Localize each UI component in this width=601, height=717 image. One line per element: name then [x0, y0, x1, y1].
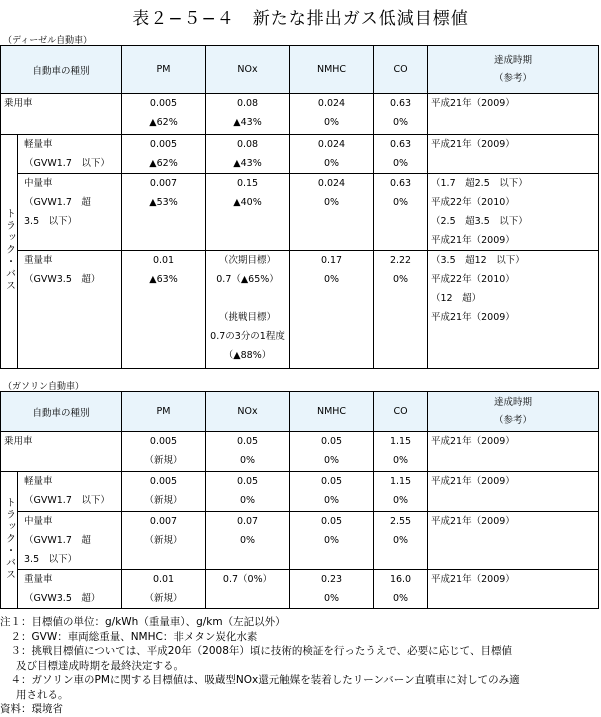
heavy-co-cell-line: 0% [392, 274, 409, 285]
medium-label-cell-line: （GVW1.7 超 [24, 535, 91, 546]
passenger-nox-cell [206, 432, 290, 472]
passenger-timing-cell-line: 平成21年（2009） [431, 98, 515, 109]
passenger-pm-cell-line: 0.005 [149, 436, 178, 447]
passenger-co-cell-line: 0% [392, 117, 409, 128]
medium-nox-cell-line: ▲40% [233, 197, 262, 208]
medium-label-cell-line: （GVW1.7 超 [24, 197, 91, 208]
heavy-timing-cell [428, 251, 599, 369]
light-nmhc-cell-line: 0% [323, 495, 340, 506]
light-pm-cell [122, 135, 206, 174]
light-nox-cell-line: ▲43% [233, 158, 262, 169]
passenger-nox-cell-line: 0.05 [236, 436, 259, 447]
medium-nox-cell-line: 0.15 [236, 178, 259, 189]
passenger-co-cell-line: 1.15 [389, 436, 412, 447]
light-nmhc-cell [290, 135, 374, 174]
medium-pm-cell-line: 0.007 [149, 516, 178, 527]
header-timing-label: 達成時期 [494, 396, 533, 408]
heavy-row [1, 251, 599, 369]
notes-block [0, 615, 601, 717]
header-nox: NOx [206, 46, 290, 94]
light-timing-cell-line: 平成21年（2009） [431, 139, 515, 150]
heavy-timing-cell-line: （3.5 超12 以下） [431, 255, 525, 266]
header-row [1, 392, 599, 432]
light-pm-cell [122, 472, 206, 512]
medium-co-cell-line: 0% [392, 535, 409, 546]
heavy-pm-cell-line: （新規） [144, 593, 183, 604]
heavy-label-cell-line: 重量車 [24, 574, 53, 585]
passenger-co-cell [374, 94, 428, 135]
diesel-section-label: （ディーゼル自動車） [3, 36, 93, 46]
passenger-label: 乗用車 [4, 436, 33, 447]
passenger-nox-cell-line: ▲43% [233, 117, 262, 128]
medium-nmhc-cell [290, 512, 374, 570]
passenger-co-cell-line: 0.63 [389, 98, 412, 109]
light-co-cell-line: 0% [392, 158, 409, 169]
medium-nmhc-cell [290, 174, 374, 251]
light-nox-cell [206, 472, 290, 512]
light-label-cell [18, 472, 122, 512]
note-4-continued: 用される。 [16, 688, 69, 701]
passenger-row [1, 432, 599, 472]
passenger-nmhc-cell [290, 432, 374, 472]
header-nox: NOx [206, 392, 290, 432]
passenger-nmhc-cell-line: 0% [323, 117, 340, 128]
header-nmhc: NMHC [290, 392, 374, 432]
heavy-timing-cell-line: 平成22年（2010） [431, 274, 515, 285]
heavy-nox-cell-line: 0.7の3分の1程度 [210, 331, 285, 342]
light-pm-cell-line: 0.005 [149, 139, 178, 150]
heavy-nmhc-cell-line: 0.17 [320, 255, 343, 266]
heavy-nox-cell [206, 251, 290, 369]
header-row [1, 46, 599, 94]
light-pm-cell-line: ▲62% [149, 158, 178, 169]
passenger-pm-cell [122, 94, 206, 135]
passenger-nmhc-cell-line: 0% [323, 455, 340, 466]
header-timing [428, 392, 599, 432]
heavy-co-cell [374, 570, 428, 609]
light-nox-cell-line: 0% [239, 495, 256, 506]
medium-label-cell-line: 中量車 [24, 178, 53, 189]
heavy-nmhc-cell-line: 0% [323, 274, 340, 285]
light-timing-cell [428, 472, 599, 512]
heavy-nox-cell-line: 0.7（0%） [222, 574, 273, 585]
passenger-nox-cell-line: 0.08 [236, 98, 259, 109]
medium-timing-cell-line: （2.5 超3.5 以下） [431, 216, 528, 227]
heavy-nmhc-cell-line: 0.23 [320, 574, 343, 585]
medium-nox-cell [206, 174, 290, 251]
passenger-pm-cell-line: 0.005 [149, 98, 178, 109]
heavy-pm-cell [122, 251, 206, 369]
note-2: ２：GVW：車両総重量、NMHC：非メタン炭化水素 [0, 630, 258, 643]
passenger-pm-cell-line: （新規） [144, 455, 183, 466]
passenger-nox-cell [206, 94, 290, 135]
medium-timing-cell-line: 平成22年（2010） [431, 197, 515, 208]
light-nmhc-cell-line: 0.024 [317, 139, 346, 150]
passenger-co-cell [374, 432, 428, 472]
header-co: CO [374, 392, 428, 432]
light-label-cell-line: 軽量車 [24, 476, 53, 487]
header-timing-label: 達成時期 [494, 54, 533, 66]
light-pm-cell-line: 0.005 [149, 476, 178, 487]
medium-nmhc-cell-line: 0.05 [320, 516, 343, 527]
heavy-nox-cell-line: （▲88%） [223, 350, 272, 361]
note-1: 注１：目標値の単位：g/kWh（重量車）、g/km（左記以外） [0, 616, 286, 628]
heavy-nox-cell-line: 0.7（▲65%） [216, 274, 279, 285]
heavy-co-cell [374, 251, 428, 369]
medium-pm-cell [122, 174, 206, 251]
medium-label-cell [18, 512, 122, 570]
heavy-label-cell-line: （GVW3.5 超） [24, 593, 101, 604]
light-label-cell [18, 135, 122, 174]
medium-nmhc-cell-line: 0% [323, 197, 340, 208]
medium-co-cell-line: 0% [392, 197, 409, 208]
note-4: ４：ガソリン車のPMに関する目標値は、吸蔵型NOx還元触媒を装着したリーンバーン直噴車に対してのみ適 [0, 674, 520, 686]
medium-nox-cell-line: 0.07 [236, 516, 259, 527]
truck-bus-label: トラック・バス [3, 208, 15, 292]
truck-bus-label: トラック・バス [3, 496, 15, 581]
note-3-continued: 及び目標達成時期を最終決定する。 [16, 659, 184, 672]
light-co-cell-line: 1.15 [389, 476, 412, 487]
light-timing-cell [428, 135, 599, 174]
heavy-label-cell [18, 570, 122, 609]
light-nox-cell-line: 0.05 [236, 476, 259, 487]
heavy-nox-cell [206, 570, 290, 609]
passenger-timing-cell [428, 432, 599, 472]
header-pm: PM [122, 46, 206, 94]
medium-timing-cell-line: 平成21年（2009） [431, 516, 515, 527]
medium-pm-cell [122, 512, 206, 570]
heavy-nmhc-cell-line: 0% [323, 593, 340, 604]
light-row [1, 472, 599, 512]
light-nox-cell [206, 135, 290, 174]
header-reference-label: （参考） [494, 414, 533, 426]
light-nmhc-cell-line: 0% [323, 158, 340, 169]
medium-label-cell-line: 3.5 以下） [24, 216, 78, 227]
medium-nox-cell-line: 0% [239, 535, 256, 546]
light-label-cell-line: （GVW1.7 以下） [24, 158, 110, 169]
diesel-emission-table [0, 45, 599, 369]
header-timing [428, 46, 599, 94]
passenger-row [1, 94, 599, 135]
light-row [1, 135, 599, 174]
header-pm: PM [122, 392, 206, 432]
light-co-cell [374, 135, 428, 174]
light-nmhc-cell-line: 0.05 [320, 476, 343, 487]
medium-pm-cell-line: 0.007 [149, 178, 178, 189]
medium-co-cell-line: 2.55 [389, 516, 412, 527]
heavy-pm-cell [122, 570, 206, 609]
medium-row [1, 512, 599, 570]
header-vehicle-type: 自動車の種別 [1, 392, 122, 432]
heavy-timing-cell-line: 平成21年（2009） [431, 312, 515, 323]
truck-bus-side-cell [1, 135, 18, 369]
heavy-timing-cell-line: （12 超） [431, 293, 482, 304]
page-title: 表２−５−４ 新たな排出ガス低減目標値 [132, 9, 469, 29]
heavy-nox-cell-line: （次期目標） [219, 255, 277, 266]
light-co-cell-line: 0.63 [389, 139, 412, 150]
medium-label-cell-line: 3.5 以下） [24, 554, 78, 565]
heavy-timing-cell [428, 570, 599, 609]
header-reference-label: （参考） [494, 72, 533, 84]
passenger-label: 乗用車 [4, 98, 33, 109]
light-pm-cell-line: （新規） [144, 495, 183, 506]
heavy-pm-cell-line: 0.01 [152, 574, 175, 585]
medium-co-cell-line: 0.63 [389, 178, 412, 189]
gasoline-emission-table [0, 391, 599, 609]
medium-timing-cell-line: 平成21年（2009） [431, 235, 515, 246]
medium-nmhc-cell-line: 0% [323, 535, 340, 546]
light-label-cell-line: 軽量車 [24, 139, 53, 150]
note-3: ３：挑戦目標値については、平成20年（2008年）頃に技術的検証を行ったうえで、必要に応じて、目標値 [0, 645, 512, 657]
medium-timing-cell [428, 174, 599, 251]
passenger-pm-cell [122, 432, 206, 472]
header-nmhc: NMHC [290, 46, 374, 94]
medium-nox-cell [206, 512, 290, 570]
medium-label-cell-line: 中量車 [24, 516, 53, 527]
heavy-label-cell-line: 重量車 [24, 255, 53, 266]
medium-nmhc-cell-line: 0.024 [317, 178, 346, 189]
passenger-nmhc-cell-line: 0.05 [320, 436, 343, 447]
medium-label-cell [18, 174, 122, 251]
medium-timing-cell [428, 512, 599, 570]
passenger-label-cell [1, 432, 122, 472]
heavy-pm-cell-line: ▲63% [149, 274, 178, 285]
passenger-timing-cell [428, 94, 599, 135]
truck-bus-side-cell [1, 472, 18, 609]
passenger-nmhc-cell-line: 0.024 [317, 98, 346, 109]
heavy-nmhc-cell [290, 570, 374, 609]
medium-row [1, 174, 599, 251]
light-nox-cell-line: 0.08 [236, 139, 259, 150]
source-note: 資料：環境省 [0, 703, 63, 715]
heavy-row [1, 570, 599, 609]
light-label-cell-line: （GVW1.7 以下） [24, 495, 110, 506]
passenger-nmhc-cell [290, 94, 374, 135]
light-timing-cell-line: 平成21年（2009） [431, 476, 515, 487]
passenger-timing-cell-line: 平成21年（2009） [431, 436, 515, 447]
light-co-cell [374, 472, 428, 512]
heavy-nox-cell-line: （挑戦目標） [219, 312, 277, 323]
heavy-label-cell-line: （GVW3.5 超） [24, 274, 101, 285]
medium-timing-cell-line: （1.7 超2.5 以下） [431, 178, 528, 189]
heavy-nmhc-cell [290, 251, 374, 369]
heavy-co-cell-line: 2.22 [389, 255, 412, 266]
header-co: CO [374, 46, 428, 94]
heavy-timing-cell-line: 平成21年（2009） [431, 574, 515, 585]
header-vehicle-type: 自動車の種別 [1, 46, 122, 94]
medium-pm-cell-line: ▲53% [149, 197, 178, 208]
heavy-pm-cell-line: 0.01 [152, 255, 175, 266]
passenger-pm-cell-line: ▲62% [149, 117, 178, 128]
medium-pm-cell-line: （新規） [144, 535, 183, 546]
heavy-label-cell [18, 251, 122, 369]
passenger-co-cell-line: 0% [392, 455, 409, 466]
light-co-cell-line: 0% [392, 495, 409, 506]
medium-co-cell [374, 174, 428, 251]
light-nmhc-cell [290, 472, 374, 512]
gasoline-section-label: （ガソリン自動車） [3, 382, 85, 392]
passenger-label-cell [1, 94, 122, 135]
heavy-nox-cell-line [206, 289, 289, 308]
heavy-co-cell-line: 0% [392, 593, 409, 604]
medium-co-cell [374, 512, 428, 570]
passenger-nox-cell-line: 0% [239, 455, 256, 466]
heavy-co-cell-line: 16.0 [389, 574, 412, 585]
